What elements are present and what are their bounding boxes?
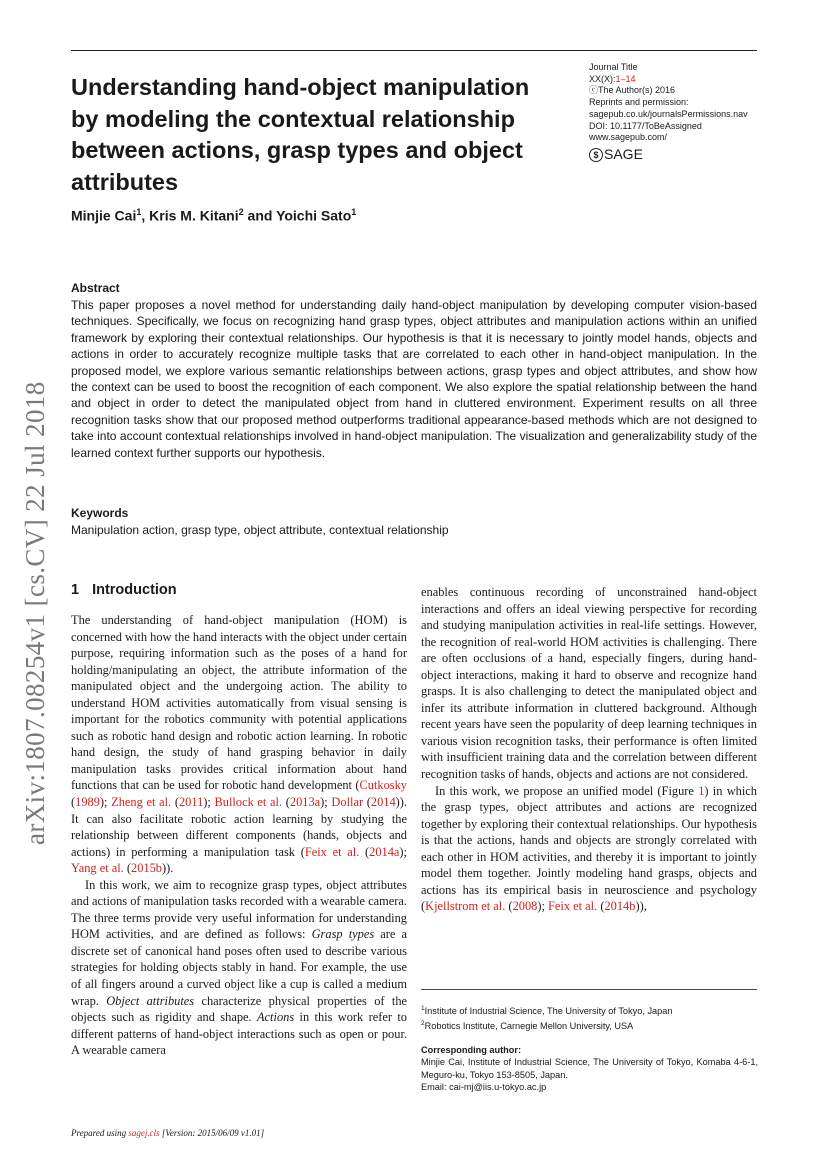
citation-link[interactable]: 2014 — [370, 795, 396, 810]
author-separator: , — [141, 207, 150, 224]
term-emphasis: Actions — [256, 1010, 295, 1025]
abstract-text: This paper proposes a novel method for understanding daily hand-object manipulation by developing computer vision-based techniques. Specifically, we focus on recognizing hand grasp types, object attributes and manipulation actions within an unified framework by exploring their contextual relationships. Our hypothesis is that it is necessary to jointly model hands, objects and actions in order to accurately recognize multiple tasks that are correlated to each other in hand-object manipulation. In the proposed model, we explore various semantic relationships between actions, grasp types and object attributes, and show how the context can be used to boost the recognition of each component. We also explore the spatial relationship between the hand and object in order to detect the manipulated object from hand in cluttered environment. Experiment results on all three recognition tasks show that our proposed method outperforms traditional appearance-based methods which are not designed to take into account contextual relationships involved in hand-object manipulation. The visualization and generalizability study of the learned context further supports our hypothesis. — [71, 298, 757, 460]
body-paragraph: In this work, we propose an unified model (Figure 1) in which the grasp types, object attributes and actions are recognized together by exploring their contextual relationships. Our hypothesis is that the actions, hands and objects are strongly correlated with each other in HOM activities, and thereby it is important to jointly model them together. Jointly modeling hand grasps, objects and actions has its empirical basis in neuroscience and psychology (Kjellstrom et al. (2008); Feix et al. (2014b)), — [421, 783, 757, 914]
citation-link[interactable]: 2014a — [369, 844, 400, 859]
top-rule — [71, 50, 757, 51]
arxiv-stamp[interactable]: arXiv:1807.08254v1 [cs.CV] 22 Jul 2018 — [20, 381, 50, 845]
citation-link[interactable]: Feix et al. — [304, 844, 360, 859]
journal-copyright: ⓒThe Author(s) 2016 — [589, 85, 676, 96]
footnote — [421, 1018, 761, 1033]
citation-link[interactable]: 2008 — [512, 899, 538, 914]
body-paragraph-continued: enables continuous recording of unconstrained hand-object interactions and offers an ideal viewing perspective for recording and studying manipulation activities in real-life settings. However, the recognition of real-world HOM activities is challenging. There are often occlusions of a hand, especially fingers, during hand-object interactions, making it hard to observe and recognize hand grasps. It is also challenging to detect the manipulated object and infer its attribute information in cluttered background. Although recent years have seen the popularity of deep learning techniques in various vision recognition tasks, their performance is often limited with insufficient training data and the correlation between different recognition tasks of hands, objects and actions are not considered. — [421, 585, 757, 782]
citation-link[interactable]: Feix et al. — [548, 899, 598, 914]
author-name: Yoichi Sato — [276, 207, 352, 224]
citation-link[interactable]: 2013a — [289, 795, 321, 810]
affiliation-footnotes — [421, 1003, 761, 1032]
citation-link[interactable]: 2015b — [131, 861, 162, 876]
body-column-right — [421, 584, 757, 915]
author-name: Minjie Cai — [71, 207, 137, 224]
journal-volume-prefix: XX(X): — [589, 73, 616, 84]
citation-link[interactable]: Dollar — [331, 795, 364, 810]
journal-info — [589, 62, 769, 162]
footnote — [421, 1003, 761, 1018]
journal-name: Journal Title — [589, 62, 638, 72]
term-emphasis: Object attributes — [106, 993, 195, 1008]
author-name: Kris M. Kitani — [149, 207, 239, 224]
journal-reprints: Reprints and permission: — [589, 97, 689, 108]
section-title: Introduction — [92, 582, 177, 598]
footnote-rule — [421, 989, 757, 990]
citation-link[interactable]: Yang et al. — [71, 861, 124, 876]
citation-link[interactable]: 2014b — [604, 899, 636, 914]
term-emphasis: Grasp types — [311, 927, 375, 942]
sage-logo-icon: $ — [589, 148, 603, 162]
footnote-mark: 2 — [421, 1019, 425, 1027]
prepared-using-note — [71, 1128, 264, 1138]
prepared-prefix: Prepared using — [71, 1128, 129, 1138]
citation-link[interactable]: 1 — [698, 783, 705, 798]
abstract-heading: Abstract — [71, 281, 120, 295]
body-column-left — [71, 612, 407, 1059]
section-heading — [71, 582, 177, 598]
author-affiliation-mark: 1 — [351, 207, 357, 217]
author-separator: and — [243, 207, 277, 224]
citation-link[interactable]: 1989 — [75, 795, 100, 810]
footnote-text: Institute of Industrial Science, The University of Tokyo, Japan — [424, 1006, 673, 1017]
prepared-suffix: [Version: 2015/06/09 v1.01] — [159, 1128, 265, 1138]
journal-website: www.sagepub.com/ — [589, 132, 668, 143]
corresponding-heading: Corresponding author: — [421, 1045, 522, 1055]
body-paragraph: In this work, we aim to recognize grasp types, object attributes and actions of manipulation tasks recorded with a wearable camera. The three terms provide very useful information for understanding HOM activities, and are defined as follows: Grasp types are a discrete set of canonical hand poses often used to describe various strategies for holding objects stably in hand. For example, the use of all fingers around a curved object like a cup is called a medium wrap. Object attributes characterize physical properties of the objects such as rigidity and shape. Actions in this work refer to different patterns of hand-object interactions such as open or pour. A wearable camera — [71, 877, 408, 1058]
author-list — [71, 207, 356, 224]
citation-link[interactable]: Bullock et al. — [214, 795, 283, 810]
corresponding-author — [421, 1044, 758, 1093]
citation-link[interactable]: 2011 — [178, 795, 204, 810]
citation-link[interactable]: Kjellstrom et al. — [425, 899, 506, 914]
journal-pages-link[interactable]: 1–14 — [615, 73, 636, 84]
corresponding-address: Minjie Cai, Institute of Industrial Science, The University of Tokyo, Komaba 4-6-1, Meguro-ku, Tokyo 153-8505, Japan. — [421, 1057, 758, 1080]
keywords-text: Manipulation action, grasp type, object attribute, contextual relationship — [71, 523, 449, 537]
author-affiliation-mark: 1 — [136, 207, 142, 217]
author-affiliation-mark: 2 — [238, 207, 244, 217]
body-paragraph: The understanding of hand-object manipulation (HOM) is concerned with how the hand interacts with the object under certain purpose, requiring information such as the poses of a hand for holding/manipulating an object, the attribute information of the manipulated object and the undergoing action. The ability to understand HOM activities automatically from visual sensing is important for the robotics community with potential applications such as robotic hand design and robotic action learning. In robotic hand design, the study of hand grasping behavior in daily manipulation tasks provides critical information about hand functions that can be used for robotic hand development (Cutkosky (1989); Zheng et al. (2011); Bullock et al. (2013a); Dollar (2014)). It can also facilitate robotic action learning by studying the relationship between different components (hands, objects and actions) in performing a manipulation task (Feix et al. (2014a); Yang et al. (2015b)). — [71, 613, 408, 876]
journal-reprints-url: sagepub.co.uk/journalsPermissions.nav — [589, 108, 748, 119]
sage-logo — [589, 148, 769, 162]
journal-doi: DOI: 10.1177/ToBeAssigned — [589, 120, 702, 131]
journal-volume — [589, 74, 769, 86]
section-number: 1 — [71, 582, 80, 598]
keywords-heading: Keywords — [71, 506, 129, 520]
corresponding-email: Email: cai-mj@iis.u-tokyo.ac.jp — [421, 1081, 547, 1092]
citation-link[interactable]: Cutkosky — [359, 778, 407, 793]
footnote-mark: 1 — [421, 1005, 425, 1012]
paper-title: Understanding hand-object manipulation by modeling the contextual relationship between actions, grasp types and object attributes — [71, 74, 530, 195]
footnote-text: Robotics Institute, Carnegie Mellon University, USA — [424, 1020, 634, 1031]
citation-link[interactable]: Zheng et al. — [111, 795, 172, 810]
sage-logo-text: SAGE — [604, 146, 643, 163]
class-file-link[interactable]: sagej.cls — [128, 1128, 160, 1138]
